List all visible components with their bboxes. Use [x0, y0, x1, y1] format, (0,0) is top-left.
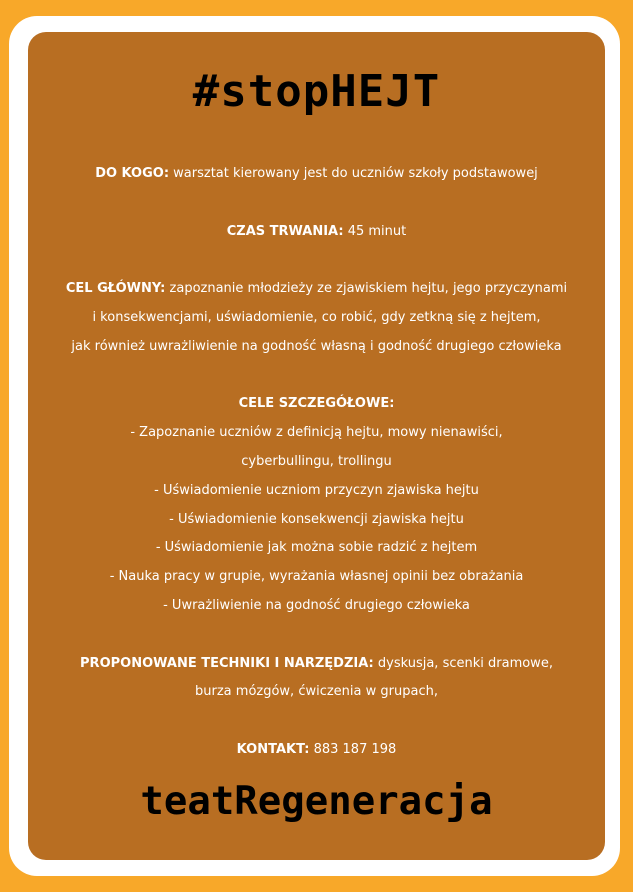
detailed-goal-item: - Uwrażliwienie na godność drugiego człowieka	[163, 597, 470, 613]
main-goal-line-2: i konsekwencjami, uświadomienie, co robić, gdy zetkną się z hejtem,	[92, 309, 541, 325]
detailed-goal-item: cyberbullingu, trollingu	[241, 453, 392, 469]
spacer	[28, 189, 605, 218]
main-goal-text-1: zapoznanie młodzieży ze zjawiskiem hejtu, jego przyczynami	[169, 281, 568, 297]
detailed-goals-label: CELE SZCZEGÓŁOWE:	[238, 396, 395, 412]
main-goal-line-1	[28, 275, 605, 304]
duration-line	[28, 218, 605, 247]
main-goal-line-3: jak również uwrażliwienie na godność własną i godność drugiego człowieka	[71, 338, 562, 354]
techniques-line-1	[28, 650, 605, 679]
detailed-goal-item: - Uświadomienie jak można sobie radzić z hejtem	[155, 540, 478, 556]
spacer	[28, 621, 605, 650]
contact-line	[28, 736, 605, 765]
footer-brand: teatRegeneracja	[140, 779, 493, 824]
audience-value: warsztat kierowany jest do uczniów szkoły podstawowej	[169, 166, 538, 181]
detailed-goal-item: - Uświadomienie uczniom przyczyn zjawiska hejtu	[154, 482, 479, 498]
spacer	[28, 362, 605, 391]
poster-frame	[9, 16, 620, 876]
main-goal-label: CEL GŁÓWNY:	[65, 281, 166, 297]
contact-label: KONTAKT:	[236, 741, 310, 757]
poster-title: #stopHEJT	[192, 66, 441, 117]
techniques-text-1: dyskusja, scenki dramowe,	[377, 655, 553, 671]
spacer	[28, 707, 605, 736]
audience-line	[28, 160, 605, 189]
techniques-line-2: burza mózgów, ćwiczenia w grupach,	[195, 684, 438, 700]
poster-panel	[28, 32, 605, 860]
duration-value: 45 minut	[347, 223, 407, 239]
spacer	[28, 246, 605, 275]
audience-label: DO KOGO:	[95, 166, 170, 181]
detailed-goal-item: - Uświadomienie konsekwencji zjawiska hejtu	[169, 511, 464, 527]
techniques-label: PROPONOWANE TECHNIKI I NARZĘDZIA:	[80, 655, 374, 671]
contact-phone: 883 187 198	[313, 741, 397, 757]
detailed-goal-item: - Nauka pracy w grupie, wyrażania własnej opinii bez obrażania	[109, 569, 524, 585]
duration-label: CZAS TRWANIA:	[226, 223, 344, 239]
poster-content	[28, 160, 605, 765]
detailed-goal-item: - Zapoznanie uczniów z definicją hejtu, mowy nienawiści,	[130, 425, 503, 441]
